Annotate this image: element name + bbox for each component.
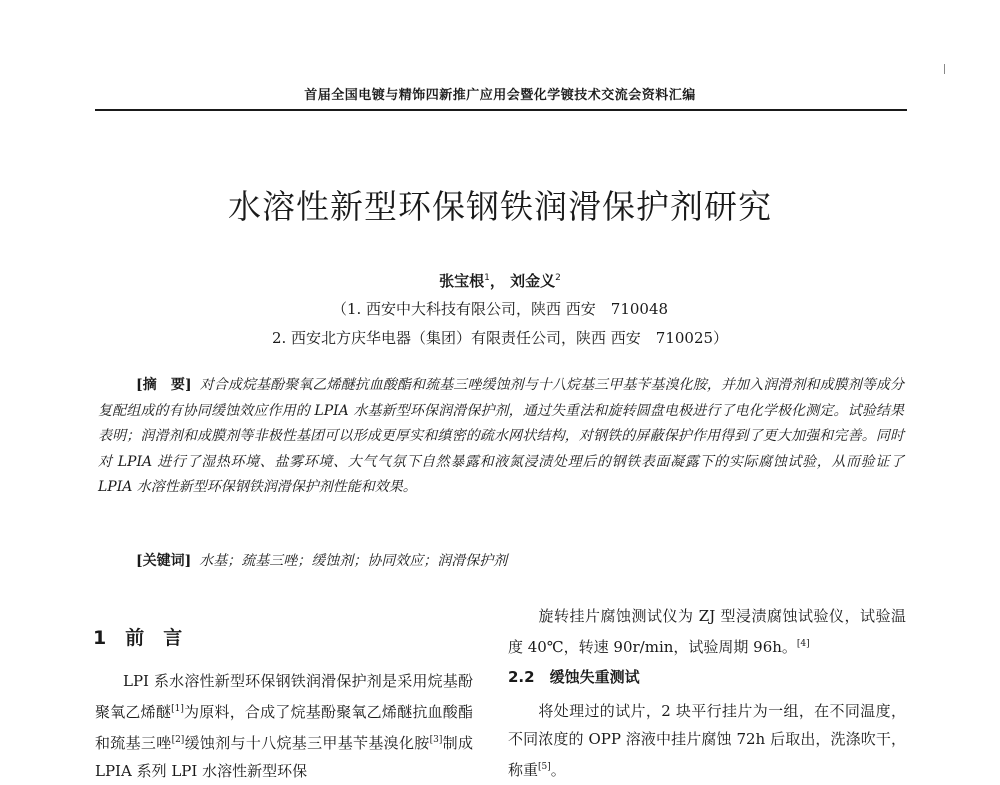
- body-text: 将处理过的试片，2 块平行挂片为一组，在不同温度，不同浓度的 OPP 溶液中挂片腐蚀 72h 后取出，洗涤吹干，称重: [508, 702, 906, 779]
- citation-ref: [2]: [171, 735, 185, 745]
- section-heading-introduction: 1 前 言: [93, 627, 183, 649]
- keywords: [136, 550, 904, 570]
- running-header: 首届全国电镀与精饰四新推广应用会暨化学镀技术交流会资料汇编: [304, 88, 696, 103]
- body-text: 旋转挂片腐蚀测试仪为 ZJ 型浸渍腐蚀试验仪，试验温度 40℃，转速 90r/min，试验周期 96h。: [508, 607, 906, 656]
- weight-loss-paragraph: [508, 697, 906, 784]
- author-name: 张宝根: [439, 272, 485, 290]
- scan-mark: [944, 64, 945, 74]
- body-text: 为原料，合成了烷基酚聚氧乙烯醚抗血酸酯和巯基三唑: [95, 703, 473, 752]
- body-text: 缓蚀剂与十八烷基三甲基苄基溴化胺: [184, 734, 430, 752]
- body-text: 。: [550, 761, 566, 779]
- paper-title: 水溶性新型环保钢铁润滑保护剂研究: [228, 187, 772, 226]
- test-setup-paragraph: [508, 602, 906, 661]
- keywords-text: 水基；巯基三唑；缓蚀剂；协同效应；润滑保护剂: [199, 553, 508, 569]
- author-affiliation-mark: 2: [555, 273, 561, 283]
- author-name: 刘金义: [510, 272, 556, 290]
- abstract: [98, 373, 904, 501]
- keywords-label: [关键词]: [136, 553, 192, 569]
- author-affiliation-mark: 1: [484, 273, 490, 283]
- author-list: [0, 270, 1000, 291]
- header-rule: [95, 109, 907, 111]
- author-separator: ，: [489, 272, 505, 290]
- introduction-paragraph: [95, 667, 473, 785]
- citation-ref: [3]: [429, 735, 443, 745]
- abstract-label: [摘 要]: [136, 377, 192, 393]
- affiliation-1: （1. 西安中大科技有限公司，陕西 西安 710048: [331, 300, 669, 318]
- body-text: LPI 系水溶性新型环保钢铁润滑保护剂是采用烷基酚聚氧乙烯醚: [95, 672, 473, 721]
- citation-ref: [4]: [796, 639, 810, 649]
- section-heading-2-2: 2.2 缓蚀失重测试: [508, 668, 640, 686]
- citation-ref: [5]: [538, 762, 551, 772]
- citation-ref: [1]: [171, 704, 184, 714]
- affiliation-2: 2. 西安北方庆华电器（集团）有限责任公司，陕西 西安 710025）: [271, 329, 729, 347]
- abstract-text: 对合成烷基酚聚氧乙烯醚抗血酸酯和巯基三唑缓蚀剂与十八烷基三甲基苄基溴化胺，并加入润滑剂和成膜剂等成分复配组成的有协同缓蚀效应作用的 LPIA 水基新型环保润滑保护剂，通过失重法和旋转圆盘电极进行了电化学极化测定。试验结果表明；润滑剂和成膜剂等非极性基团可以形成更厚实和缜密的疏水网状结构，对钢铁的屏蔽保护作用得到了更大加强和完善。同时对 LPIA 进行了湿热环境、盐雾环境、大气气氛下自然暴露和液氮浸渍处理后的钢铁表面凝露下的实际腐蚀试验，从而验证了 LPIA 水溶性新型环保钢铁润滑保护剂性能和效果。: [98, 377, 905, 495]
- body-text: 制成 LPIA 系列 LPI 水溶性新型环保: [95, 734, 473, 780]
